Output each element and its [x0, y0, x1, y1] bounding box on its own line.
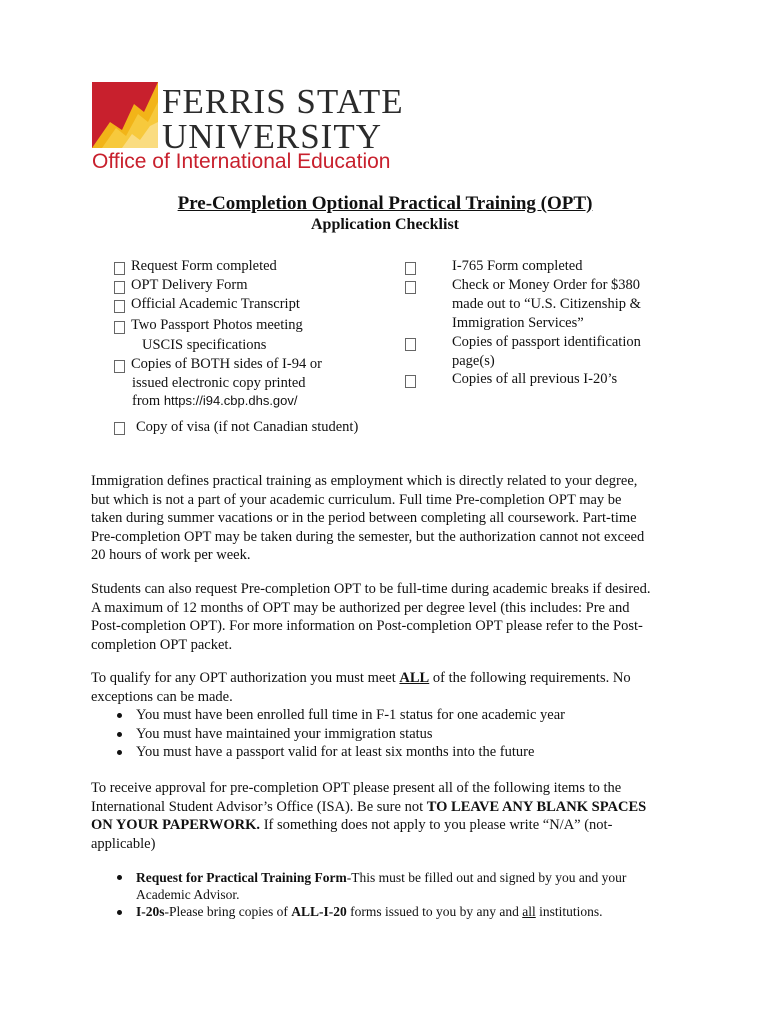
paragraph-line: A maximum of 12 months of OPT may be authorized per degree level (this includes: Pre and	[91, 599, 630, 616]
paragraph-line: but which is not a part of your academic curriculum. Full time Pre-completion OPT may be	[91, 491, 622, 508]
logo-university-text: UNIVERSITY	[162, 117, 382, 156]
checkbox[interactable]	[405, 375, 416, 388]
bullet-icon	[117, 750, 122, 755]
checkbox[interactable]	[114, 360, 125, 373]
i94-url-link[interactable]: https://i94.cbp.dhs.gov/	[163, 393, 298, 408]
required-item-form: Request for Practical Training Form-This must be filled out and signed by you and your	[136, 870, 627, 885]
bullet-icon	[117, 875, 122, 880]
paragraph-line: exceptions can be made.	[91, 688, 233, 705]
checkbox[interactable]	[114, 422, 125, 435]
checklist-item-continued	[132, 391, 298, 411]
paragraph-practical-training-definition	[91, 472, 691, 565]
blank-spaces-warning: TO LEAVE ANY BLANK SPACES	[426, 798, 647, 815]
paragraph-line: ON YOUR PAPERWORK. If something does not apply to you please write “N/A” (not-	[91, 817, 613, 833]
paragraph-line: applicable)	[91, 835, 156, 852]
required-item-i20s: I-20s-Please bring copies of ALL-I-20 forms issued to you by any and all institutions.	[136, 904, 603, 919]
paragraph-line: 20 hours of work per week.	[91, 547, 251, 563]
checklist-item-continued: USCIS specifications	[142, 337, 267, 353]
paragraph-approval-instructions	[91, 779, 691, 853]
requirement-item: You must have maintained your immigration status	[136, 726, 433, 742]
paragraph-line: Pre-completion OPT may be taken during the semester, but the authorization cannot not exceed	[91, 528, 645, 545]
checklist-item: OPT Delivery Form	[131, 277, 248, 293]
checklist-item: Official Academic Transcript	[131, 296, 300, 312]
checklist-item: Check or Money Order for $380	[452, 277, 641, 293]
checkbox[interactable]	[114, 321, 125, 334]
requirement-item: You must have a passport valid for at least six months into the future	[136, 744, 535, 760]
checklist-item: Request Form completed	[131, 258, 277, 274]
logo-office-text: Office of International Education	[92, 150, 391, 173]
checkbox[interactable]	[114, 300, 125, 313]
checklist-item-continued: made out to “U.S. Citizenship &	[452, 296, 641, 312]
paragraph-line: taken during summer vacations or in the period between completing all coursework. Part-time	[91, 510, 637, 526]
bullet-icon	[117, 910, 122, 915]
logo-ferris-state-text: FERRIS STATE	[162, 82, 404, 121]
checklist-item: Copy of visa (if not Canadian student)	[136, 419, 359, 435]
checklist-item: Two Passport Photos meeting	[131, 317, 303, 333]
required-item-continued: Academic Advisor.	[136, 887, 240, 902]
document-subtitle: Application Checklist	[310, 216, 459, 233]
paragraph-line: Immigration defines practical training as employment which is directly related to your degree,	[91, 473, 638, 489]
paragraph-line: To qualify for any OPT authorization you must meet ALL of the following requirements. No	[91, 670, 631, 686]
checkbox[interactable]	[405, 338, 416, 351]
bullet-icon	[117, 732, 122, 737]
flame-logo-icon	[92, 82, 158, 148]
requirement-item: You must have been enrolled full time in F-1 status for one academic year	[136, 707, 565, 723]
checkbox[interactable]	[405, 281, 416, 294]
paragraph-full-time-breaks	[91, 580, 691, 654]
paragraph-line: Post-completion OPT). For more information on Post-completion OPT please refer to the Post-	[91, 618, 643, 634]
paragraph-requirements	[91, 669, 691, 706]
checkbox[interactable]	[114, 262, 125, 275]
checklist-item-continued: issued electronic copy printed	[132, 375, 306, 391]
checklist-item: Copies of passport identification	[452, 334, 641, 350]
paperwork-warning: ON YOUR PAPERWORK.	[91, 817, 261, 833]
checklist-item-continued: Immigration Services”	[452, 315, 584, 331]
checkbox[interactable]	[114, 281, 125, 294]
all-emphasis: ALL	[399, 670, 430, 686]
bullet-icon	[117, 713, 122, 718]
checklist-item: I-765 Form completed	[452, 258, 583, 274]
document-title: Pre-Completion Optional Practical Training (OPT)	[177, 193, 593, 214]
checklist-item-continued: page(s)	[452, 353, 495, 369]
paragraph-line: International Student Advisor’s Office (ISA). Be sure not TO LEAVE ANY BLANK SPACES	[91, 798, 647, 815]
university-logo	[92, 82, 412, 174]
checklist-item: Copies of BOTH sides of I-94 or	[131, 356, 322, 372]
from-text: from	[132, 393, 164, 409]
paragraph-line: To receive approval for pre-completion OPT please present all of the following items to the	[91, 780, 622, 796]
paragraph-line: Students can also request Pre-completion OPT to be full-time during academic breaks if desired.	[91, 581, 651, 597]
checklist-item: Copies of all previous I-20’s	[452, 371, 618, 387]
checkbox[interactable]	[405, 262, 416, 275]
paragraph-line: completion OPT packet.	[91, 636, 233, 653]
